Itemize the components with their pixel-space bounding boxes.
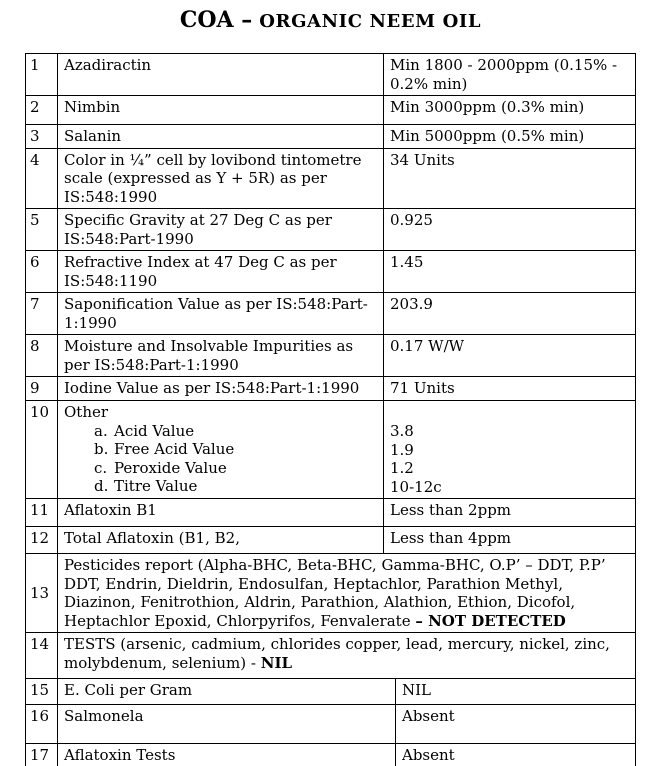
row-number: 9 <box>26 377 58 401</box>
table-row <box>26 148 636 209</box>
row-number: 1 <box>26 54 58 96</box>
row-number: 11 <box>26 499 58 527</box>
parameter-cell: Aflatoxin B1 <box>58 499 384 527</box>
pesticides-report-result: – NOT DETECTED <box>415 611 566 630</box>
table-row <box>26 401 636 499</box>
sub-parameter-name: Peroxide Value <box>114 458 227 477</box>
value-cell: Min 5000ppm (0.5% min) <box>384 125 636 149</box>
parameter-cell: Color in ¼” cell by lovibond tintometre scale (expressed as Y + 5R) as per IS:548:1990 <box>58 148 384 209</box>
row-number: 5 <box>26 209 58 251</box>
value-cell: NIL <box>396 679 636 705</box>
row-number: 14 <box>26 633 58 679</box>
table-row <box>26 125 636 149</box>
row-number: 8 <box>26 335 58 377</box>
sub-value: 10-12c <box>390 477 442 496</box>
heavy-metal-tests-result: NIL <box>260 653 293 672</box>
sub-parameter <box>64 422 377 441</box>
table-row <box>26 335 636 377</box>
heavy-metal-tests-text: TESTS (arsenic, cadmium, chlorides copper, lead, mercury, nickel, zinc, molybdenum, selenium) - <box>64 635 610 672</box>
parameter-cell: Specific Gravity at 27 Deg C as per IS:548:Part-1990 <box>58 209 384 251</box>
sub-parameter-name: Free Acid Value <box>114 440 235 458</box>
row-number: 3 <box>26 125 58 149</box>
value-cell: 0.17 W/W <box>384 335 636 377</box>
table-row <box>26 633 636 679</box>
sub-parameter <box>64 477 377 496</box>
pesticides-report-text: Pesticides report (Alpha-BHC, Beta-BHC, Gamma-BHC, O.P’ – DDT, P.P’ DDT, Endrin, Dieldrin, Endosulfan, Heptachlor, Parathion Methyl, Diazinon, Fenitrothion, Aldrin, Parathion, Alathion, Ethion, Dicofol, Heptachlor Epoxid, Chlorpyrifos, Fenvalerate <box>64 556 606 630</box>
sub-value: 1.9 <box>390 440 414 459</box>
sub-parameter-name: Titre Value <box>114 477 198 495</box>
parameter-cell: Aflatoxin Tests <box>58 744 396 766</box>
sub-parameter-letter: b. <box>94 440 109 458</box>
table-row <box>26 744 636 766</box>
parameter-cell: Iodine Value as per IS:548:Part-1:1990 <box>58 377 384 401</box>
table-row <box>26 209 636 251</box>
value-cell: 0.925 <box>384 209 636 251</box>
row-number: 4 <box>26 148 58 209</box>
table-row <box>26 377 636 401</box>
sub-parameter-name: Acid Value <box>114 421 195 440</box>
parameter-cell: Refractive Index at 47 Deg C as per IS:548:1190 <box>58 251 384 293</box>
parameter-cell: Azadiractin <box>58 54 384 96</box>
value-cell: 1.45 <box>384 251 636 293</box>
page-title-product: ORGANIC NEEM OIL <box>259 11 482 32</box>
row-number: 7 <box>26 293 58 335</box>
row-number: 6 <box>26 251 58 293</box>
sub-value: 3.8 <box>390 422 414 440</box>
other-label: Other <box>64 403 109 421</box>
value-cell <box>384 401 636 499</box>
parameter-cell: Moisture and Insolvable Impurities as per IS:548:Part-1:1990 <box>58 335 384 377</box>
row-number: 17 <box>26 744 58 766</box>
heavy-metal-tests-cell <box>58 633 636 679</box>
table-row <box>26 96 636 125</box>
parameter-cell <box>58 401 384 499</box>
parameter-cell: Salanin <box>58 125 384 149</box>
table-row <box>26 293 636 335</box>
pesticides-report-cell <box>58 554 636 633</box>
table-row <box>26 251 636 293</box>
value-cell: Less than 2ppm <box>384 499 636 527</box>
row-number: 13 <box>26 554 58 633</box>
row-number: 2 <box>26 96 58 125</box>
table-row <box>26 679 636 705</box>
value-cell: Less than 4ppm <box>384 527 636 554</box>
parameter-cell: Nimbin <box>58 96 384 125</box>
value-cell: 34 Units <box>384 148 636 209</box>
sub-parameter <box>64 459 377 478</box>
parameter-cell: Saponification Value as per IS:548:Part-1:1990 <box>58 293 384 335</box>
table-row <box>26 499 636 527</box>
page-title-coa: COA – <box>179 7 253 33</box>
sub-parameter <box>64 440 377 459</box>
row-number: 12 <box>26 527 58 554</box>
value-cell: Absent <box>396 705 636 744</box>
table-row <box>26 705 636 744</box>
sub-parameter-letter: c. <box>94 458 108 477</box>
value-cell: Min 1800 - 2000ppm (0.15% - 0.2% min) <box>384 54 636 96</box>
parameter-cell: Total Aflatoxin (B1, B2, <box>58 527 384 554</box>
row-number: 16 <box>26 705 58 744</box>
table-row <box>26 54 636 96</box>
sub-value: 1.2 <box>390 459 414 477</box>
row-number: 15 <box>26 679 58 705</box>
value-cell: Absent <box>396 744 636 766</box>
value-cell: 203.9 <box>384 293 636 335</box>
page-title <box>0 7 661 33</box>
sub-parameter-letter: d. <box>94 477 109 495</box>
sub-parameter-letter: a. <box>94 421 108 440</box>
value-cell: 71 Units <box>384 377 636 401</box>
value-spacer <box>390 403 629 422</box>
parameter-cell: Salmonela <box>58 705 396 744</box>
row-number: 10 <box>26 401 58 499</box>
table-row <box>26 527 636 554</box>
table-row <box>26 554 636 633</box>
value-cell: Min 3000ppm (0.3% min) <box>384 96 636 125</box>
coa-table <box>25 53 636 766</box>
parameter-cell: E. Coli per Gram <box>58 679 396 705</box>
